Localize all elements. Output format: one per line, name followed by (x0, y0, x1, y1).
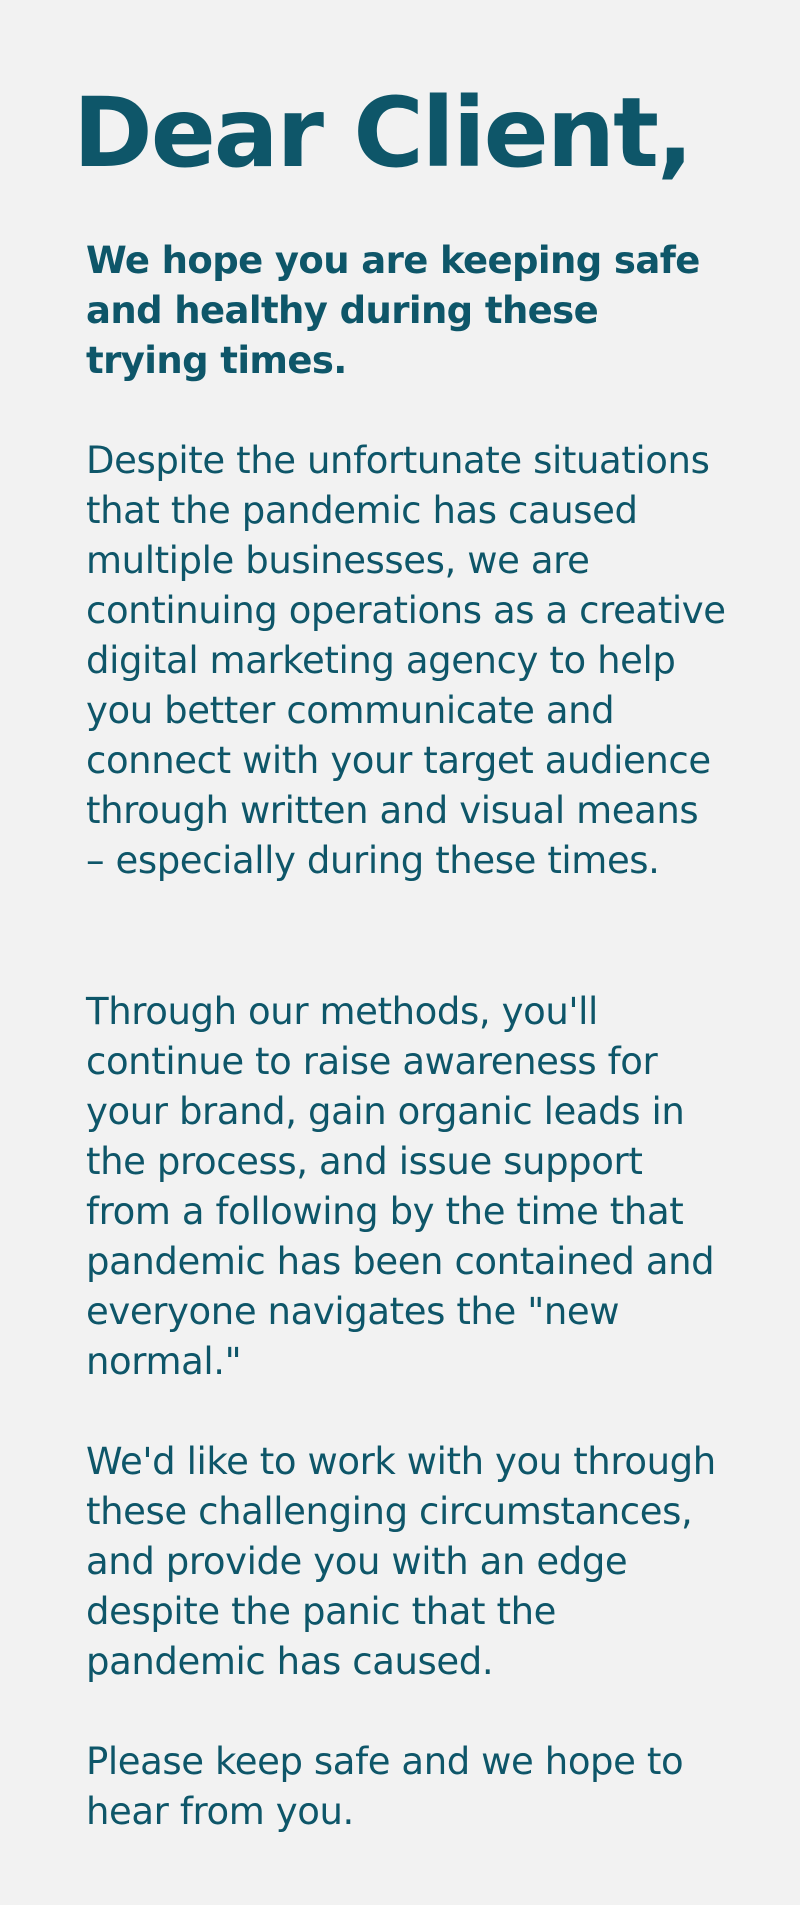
lead-paragraph: We hope you are keeping safe and healthy during these trying times. (86, 239, 700, 382)
body-paragraph-operations: Despite the unfortunate situations that the pandemic has caused multiple businesses, we are continuing operations as a creative digital marketing agency to help you better communicate and connect with your target audience through written and visual means – especially during these times. (86, 439, 726, 882)
body-paragraph-methods: Through our methods, you'll continue to raise awareness for your brand, gain organic leads in the process, and issue support from a following by the time that pandemic has been contained and everyone navigates the "new normal." (86, 990, 715, 1383)
body-paragraph-partnership: We'd like to work with you through these challenging circumstances, and provide you with an edge despite the panic that the pandemic has caused. (86, 1440, 716, 1683)
salutation-heading: Dear Client, (73, 77, 692, 189)
closing-paragraph: Please keep safe and we hope to hear from you. (86, 1740, 684, 1833)
